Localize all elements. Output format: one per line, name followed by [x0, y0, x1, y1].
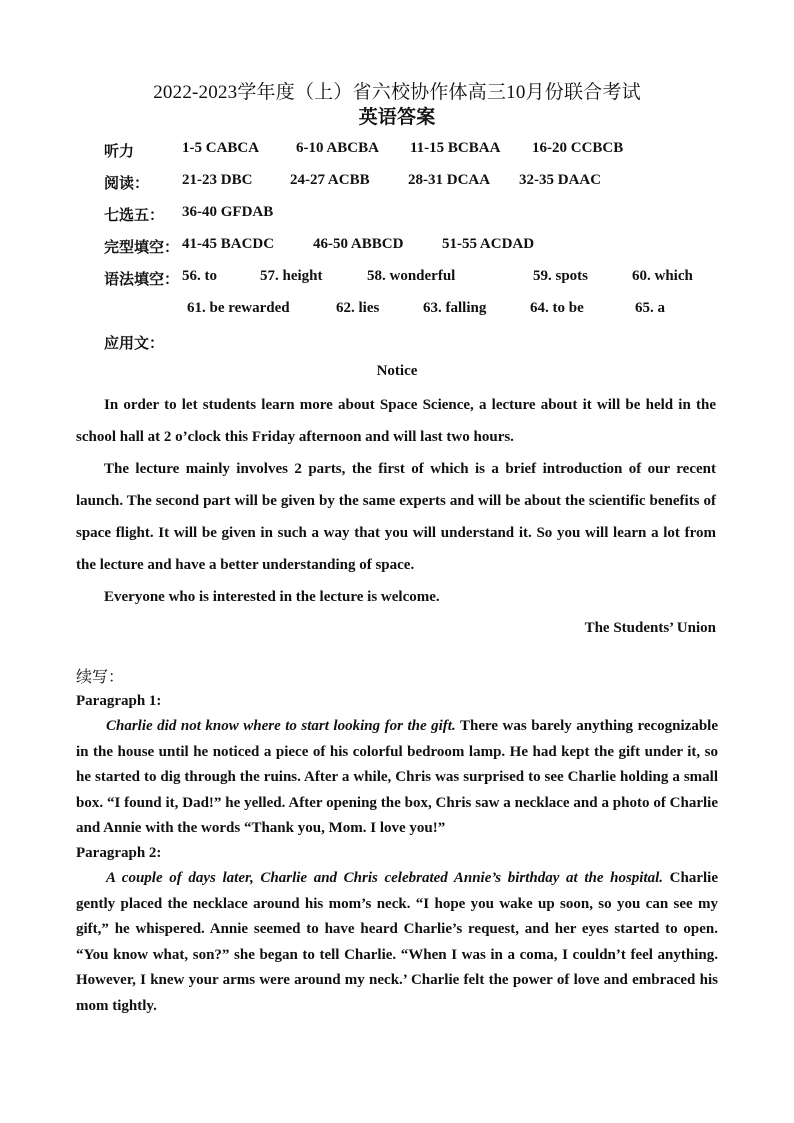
row-label: 语法填空：: [104, 272, 180, 288]
answer-group: 16-20 CCBCB: [532, 140, 624, 156]
paragraph-2-heading: Paragraph 2:: [76, 845, 162, 861]
answer-group: 1-5 CABCA: [182, 140, 260, 156]
answer-group: 60. which: [632, 268, 693, 284]
notice-signature: The Students’ Union: [584, 620, 716, 636]
notice-body: [76, 389, 716, 613]
answer-group: 24-27 ACBB: [290, 172, 370, 188]
answer-group: 61. be rewarded: [187, 300, 290, 316]
continuation-label: 续写：: [76, 669, 125, 686]
notice-title: Notice: [376, 363, 418, 379]
answer-group: 57. height: [260, 268, 323, 284]
answer-group: 62. lies: [336, 300, 380, 316]
paragraph-1-lead: Charlie did not know where to start looking for the gift.: [106, 718, 456, 734]
answer-group: 63. falling: [423, 300, 487, 316]
paragraph-2-text: [76, 866, 718, 1019]
paragraph-1-text: [76, 714, 718, 842]
exam-title: 2022-2023学年度（上）省六校协作体高三10月份联合考试: [153, 82, 641, 103]
answer-group: 64. to be: [530, 300, 584, 316]
answer-group: 21-23 DBC: [182, 172, 253, 188]
row-label: 阅读：: [104, 176, 150, 192]
section-label: 应用文：: [104, 336, 165, 352]
answer-group: 36-40 GFDAB: [182, 204, 274, 220]
paragraph-2-body: Charlie gently placed the necklace around his mom’s neck. “I hope you wake up soon, so you can see my gift,” he whispered. Annie seemed to have heard Charlie’s request, and her eyes started to open. “You know what, son?” she began to tell Charlie. “When I was in a coma, I couldn’t feel anything. However, I knew your arms were around my neck.’ Charlie felt the power of love and embraced his mom tightly.: [76, 870, 719, 1014]
paragraph-1-heading: Paragraph 1:: [76, 693, 162, 709]
answer-group: 32-35 DAAC: [519, 172, 602, 188]
answer-group: 28-31 DCAA: [408, 172, 491, 188]
answer-group: 56. to: [182, 268, 217, 284]
paragraph-2-lead: A couple of days later, Charlie and Chris celebrated Annie’s birthday at the hospital.: [106, 870, 664, 886]
exam-subtitle: 英语答案: [358, 107, 436, 128]
answer-group: 65. a: [635, 300, 665, 316]
answer-group: 41-45 BACDC: [182, 236, 275, 252]
answer-group: 59. spots: [533, 268, 589, 284]
paragraph-1-body: There was barely anything recognizable in the house until he noticed a piece of his colorful bedroom lamp. He had kept the gift under it, so he started to dig through the ruins. After a while, Chris was surprised to see Charlie holding a small box. “I found it, Dad!” he yelled. After opening the box, Chris saw a necklace and a photo of Charlie and Annie with the words “Thank you, Mom. I love you!”: [76, 718, 719, 836]
notice-paragraph: The lecture mainly involves 2 parts, the first of which is a brief introduction of our recent launch. The second part will be given by the same experts and will be about the scientific benefits of space flight. It will be given in such a way that you will understand it. So you will learn a lot from the lecture and have a better understanding of space.: [76, 461, 716, 573]
row-label: 完型填空：: [104, 240, 180, 256]
answer-group: 11-15 BCBAA: [410, 140, 501, 156]
answer-group: 6-10 ABCBA: [296, 140, 379, 156]
answer-group: 51-55 ACDAD: [442, 236, 535, 252]
notice-paragraph: Everyone who is interested in the lecture is welcome.: [104, 589, 440, 605]
row-label: 七选五：: [104, 208, 165, 224]
answer-group: 46-50 ABBCD: [313, 236, 404, 252]
answer-group: 58. wonderful: [367, 268, 456, 284]
notice-paragraph: In order to let students learn more about Space Science, a lecture about it will be held in the school hall at 2 o’clock this Friday afternoon and will last two hours.: [76, 397, 716, 445]
row-label: 听力: [104, 144, 135, 160]
